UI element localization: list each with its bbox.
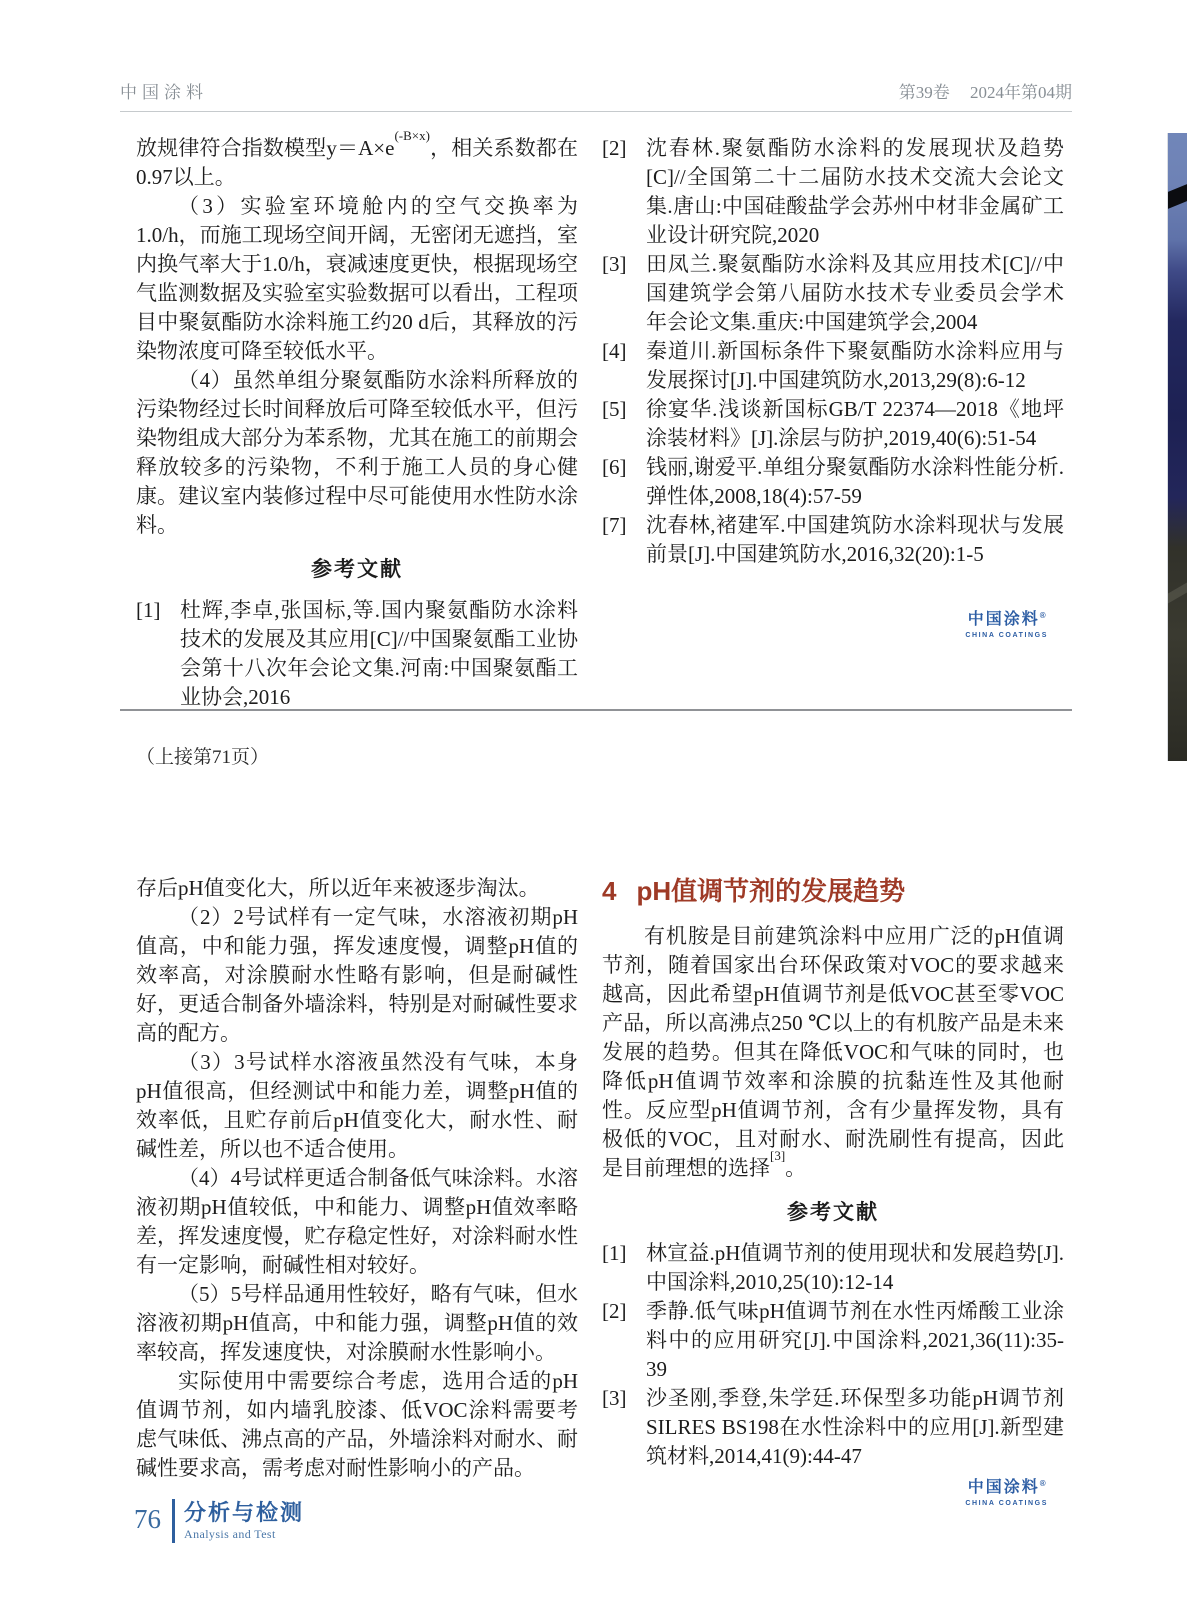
china-coatings-logo — [965, 1479, 1048, 1508]
top-article — [136, 128, 1064, 712]
body-paragraph: （3）实验室环境舱内的空气交换率为1.0/h，而施工现场空间开阔，无密闭无遮挡，室内换气率大于1.0/h，衰减速度更快，根据现场空气监测数据及实验室实验数据可以看出，工程项目中聚氨酯防水涂料施工约20 d后，其释放的污染物浓度可降至较低水平。 — [136, 194, 578, 363]
body-paragraph: 实际使用中需要综合考虑，选用合适的pH值调节剂，如内墙乳胶漆、低VOC涂料需要考虑气味低、沸点高的产品，外墙涂料对耐水、耐碱性要求高，需考虑对耐性影响小的产品。 — [136, 1369, 578, 1480]
bottom-right-column — [602, 874, 1064, 1508]
continuation-note: （上接第71页） — [136, 747, 270, 768]
footer-section — [184, 1496, 304, 1543]
volume-label: 第39卷 — [898, 83, 950, 102]
footer-section-name-en: Analysis and Test — [184, 1527, 276, 1541]
formula-superscript: (-B×x) — [394, 128, 430, 143]
logo-en-text: CHINA COATINGS — [965, 632, 1048, 639]
header-rule — [120, 111, 1072, 112]
reference-text: 沙圣刚,季登,朱学廷.环保型多功能pH调节剂SILRES BS198在水性涂料中的应用[J].新型建筑材料,2014,41(9):44-47 — [646, 1386, 1064, 1468]
body-paragraph: 存后pH值变化大，所以近年来被逐步淘汰。 — [136, 876, 540, 900]
body-paragraph: （4）虽然单组分聚氨酯防水涂料所释放的污染物经过长时间释放后可降至较低水平，但污染物组成大部分为苯系物，尤其在施工的前期会释放较多的污染物，不利于施工人员的身心健康。建议室内装修过程中尽可能使用水性防水涂料。 — [136, 368, 578, 537]
logo-cn-line — [965, 1479, 1048, 1499]
reference-text: 田凤兰.聚氨酯防水涂料及其应用技术[C]//中国建筑学会第八届防水技术专业委员会学术年会论文集.重庆:中国建筑学会,2004 — [646, 252, 1064, 334]
reference-item — [602, 250, 1064, 337]
reference-number: [3] — [602, 252, 627, 276]
logo-cn-text: 中国涂料 — [967, 1479, 1040, 1496]
formula-paragraph — [136, 128, 578, 192]
registered-mark: ® — [1039, 1479, 1046, 1488]
journal-name: 中国涂料 — [120, 83, 208, 102]
reference-item — [602, 1239, 1064, 1297]
formula-suffix: ，相关系数都在0.97以上。 — [136, 136, 578, 189]
reference-number: [1] — [602, 1241, 627, 1265]
reference-text: 徐宴华.浅谈新国标GB/T 22374—2018《地坪涂装材料》[J].涂层与防护,2019,40(6):51-54 — [646, 397, 1064, 450]
top-left-column — [136, 128, 578, 712]
body-paragraph: （2）2号试样有一定气味，水溶液初期pH值高，中和能力强，挥发速度慢，调整pH值的效率高，对涂膜耐水性略有影响，但是耐碱性好，更适合制备外墙涂料，特别是对耐碱性要求高的配方。 — [136, 905, 578, 1045]
page-number: 76 — [134, 1504, 161, 1534]
formula-prefix: 放规律符合指数模型y＝A×e — [136, 136, 395, 160]
reference-item — [602, 1384, 1064, 1471]
trend-text: 有机胺是目前建筑涂料中应用广泛的pH值调节剂，随着国家出台环保政策对VOC的要求越来越高，因此希望pH值调节剂是低VOC甚至零VOC产品，所以高沸点250 ℃以上的有机胺产品是未来发展的趋势。但其在降低VOC和气味的同时，也降低pH值调节效率和涂膜的抗黏连性及其他耐性。反应型pH值调节剂，含有少量挥发物，具有极低的VOC，且对耐水、耐洗刷性有提高，因此是目前理想的选择 — [602, 924, 1064, 1180]
reference-item — [602, 134, 1064, 250]
reference-number: [1] — [136, 598, 161, 622]
reference-item — [602, 337, 1064, 395]
section-heading — [602, 874, 1064, 908]
top-right-column — [602, 134, 1064, 712]
reference-item — [602, 1297, 1064, 1384]
bottom-article — [136, 874, 1064, 1508]
citation-superscript: [3] — [770, 1148, 786, 1163]
reference-text: 钱丽,谢爱平.单组分聚氨酯防水涂料性能分析.弹性体,2008,18(4):57-59 — [646, 455, 1064, 508]
reference-item — [602, 395, 1064, 453]
footer-divider-bar — [172, 1499, 175, 1543]
body-paragraph: （5）5号样品通用性较好，略有气味，但水溶液初期pH值高，中和能力强，调整pH值的效率较高，挥发速度快，对涂膜耐水性影响小。 — [136, 1282, 578, 1364]
logo-en-text: CHINA COATINGS — [965, 1500, 1048, 1507]
footer-section-name: 分析与检测 — [184, 1500, 305, 1525]
reference-number: [4] — [602, 339, 627, 363]
body-paragraph: （4）4号试样更适合制备低气味涂料。水溶液初期pH值较低，中和能力、调整pH值效率略差，挥发速度慢，贮存稳定性好，对涂料耐水性有一定影响，耐碱性相对较好。 — [136, 1166, 578, 1277]
body-paragraph — [602, 922, 1064, 1183]
references-heading: 参考文献 — [787, 1201, 879, 1224]
reference-text: 林宣益.pH值调节剂的使用现状和发展趋势[J].中国涂料,2010,25(10):12-14 — [646, 1241, 1064, 1294]
reference-item — [602, 511, 1064, 569]
reference-number: [5] — [602, 397, 627, 421]
reference-text: 沈春林,褚建军.中国建筑防水涂料现状与发展前景[J].中国建筑防水,2016,32(20):1-5 — [646, 513, 1064, 566]
reference-item — [136, 596, 578, 712]
page-footer — [134, 1496, 304, 1543]
reference-item — [602, 453, 1064, 511]
reference-number: [2] — [602, 136, 627, 160]
section-number: 4 — [602, 876, 617, 906]
page-header — [120, 78, 1072, 103]
trend-tail: 。 — [785, 1156, 807, 1180]
reference-number: [3] — [602, 1386, 627, 1410]
logo-cn-text: 中国涂料 — [967, 611, 1040, 628]
reference-text: 季静.低气味pH值调节剂在水性丙烯酸工业涂料中的应用研究[J].中国涂料,2021,36(11):35-39 — [646, 1299, 1064, 1381]
registered-mark: ® — [1039, 611, 1046, 620]
references-heading: 参考文献 — [311, 558, 403, 581]
section-divider — [120, 709, 1072, 711]
reference-text: 秦道川.新国标条件下聚氨酯防水涂料应用与发展探讨[J].中国建筑防水,2013,29(8):6-12 — [646, 339, 1064, 392]
reference-text: 沈春林.聚氨酯防水涂料的发展现状及趋势[C]//全国第二十二届防水技术交流大会论文集.唐山:中国硅酸盐学会苏州中材非金属矿工业设计研究院,2020 — [646, 136, 1064, 247]
issue-info — [899, 78, 1072, 103]
china-coatings-logo — [965, 611, 1048, 640]
reference-number: [7] — [602, 513, 627, 537]
reference-text: 杜辉,李卓,张国标,等.国内聚氨酯防水涂料技术的发展及其应用[C]//中国聚氨酯工业协会第十八次年会论文集.河南:中国聚氨酯工业协会,2016 — [180, 598, 578, 709]
section-title: pH值调节剂的发展趋势 — [636, 876, 906, 906]
logo-cn-line — [965, 611, 1048, 631]
bottom-left-column — [136, 874, 578, 1508]
adjacent-page-photo-strip — [1167, 133, 1187, 761]
reference-number: [2] — [602, 1299, 627, 1323]
reference-number: [6] — [602, 455, 627, 479]
body-paragraph: （3）3号试样水溶液虽然没有气味，本身pH值很高，但经测试中和能力差，调整pH值的效率低，且贮存前后pH值变化大，耐水性、耐碱性差，所以也不适合使用。 — [136, 1050, 578, 1161]
issue-label: 2024年第04期 — [970, 83, 1072, 102]
